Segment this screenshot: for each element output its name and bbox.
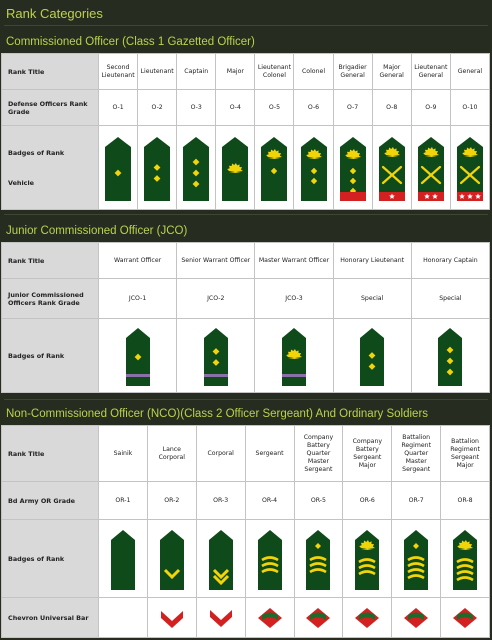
- chevron-cell: [99, 598, 148, 638]
- rank-grade-cell: O-1: [99, 90, 138, 126]
- shoulder-board-shape: [306, 530, 330, 590]
- nco-badge-row: [2, 520, 490, 598]
- shoulder-board-shape: [418, 137, 444, 201]
- rank-badge-cell: [177, 126, 216, 210]
- rank-badge-icon: [220, 133, 250, 203]
- shoulder-board-shape: [183, 137, 209, 201]
- red-diamond-shape: [404, 608, 428, 628]
- chevron-cell: [245, 598, 294, 638]
- chevron-bar-icon: [353, 606, 381, 630]
- rank-badge-cell: [196, 520, 245, 598]
- rank-badge-cell: [343, 520, 392, 598]
- chevron-bar-icon: [256, 606, 284, 630]
- nco-table: [1, 425, 490, 638]
- chevron-cell: [147, 598, 196, 638]
- rank-grade-cell: O-3: [177, 90, 216, 126]
- shoulder-board-shape: [111, 530, 135, 590]
- rank-title-cell: Battalion Regiment Sergeant Major: [441, 426, 490, 482]
- rank-grade-cell: Special: [411, 279, 489, 319]
- rank-grade-cell: OR-1: [99, 482, 148, 520]
- rank-badge-cell: [255, 319, 333, 393]
- row-header: [2, 126, 99, 210]
- jco-title-row: [2, 243, 490, 279]
- rank-grade-cell: OR-8: [441, 482, 490, 520]
- rank-badge-cell: [411, 319, 489, 393]
- chevron-bar-icon: [207, 606, 235, 630]
- shoulder-board-shape: [204, 328, 228, 386]
- commissioned-table: [1, 53, 490, 210]
- divider: [4, 399, 488, 400]
- commissioned-badge-row: [2, 126, 490, 210]
- stripe-shape: [282, 374, 306, 377]
- red-tab-shape: [418, 192, 444, 201]
- rank-badge-icon: [353, 526, 381, 592]
- rank-badge-icon: [181, 133, 211, 203]
- chevron-cell: [343, 598, 392, 638]
- rank-badge-cell: [411, 126, 450, 210]
- rank-grade-cell: O-2: [138, 90, 177, 126]
- rank-grade-cell: O-5: [255, 90, 294, 126]
- rank-badge-cell: [372, 126, 411, 210]
- rank-badge-icon: [455, 133, 485, 203]
- chevron-bar-icon: [304, 606, 332, 630]
- rank-badge-cell: [294, 520, 343, 598]
- rank-grade-cell: O-8: [372, 90, 411, 126]
- rank-badge-cell: [138, 126, 177, 210]
- shoulder-board-shape: [379, 137, 405, 201]
- rank-title-cell: Major: [216, 54, 255, 90]
- shoulder-board-shape: [160, 530, 184, 590]
- row-header: Junior Commissioned Officers Rank Grade: [2, 279, 99, 319]
- red-diamond-shape: [453, 608, 477, 628]
- rank-badge-cell: [147, 520, 196, 598]
- nco-chevron-row: [2, 598, 490, 638]
- rank-badge-icon: [280, 324, 308, 388]
- nco-section-title: Non-Commissioned Officer (NCO)(Class 2 Officer Sergeant) And Ordinary Soldiers: [6, 408, 429, 420]
- row-header: Defense Officers Rank Grade: [2, 90, 99, 126]
- chevron-bar-icon: [158, 606, 186, 630]
- red-chevron-shape: [161, 611, 183, 628]
- rank-title-cell: Brigadier General: [333, 54, 372, 90]
- rank-title-cell: Lieutenant General: [411, 54, 450, 90]
- rank-badge-icon: [256, 526, 284, 592]
- rank-grade-cell: JCO-3: [255, 279, 333, 319]
- rank-title-cell: Senior Warrant Officer: [177, 243, 255, 279]
- chevron-bar-icon: [109, 606, 137, 630]
- row-header: Rank Title: [2, 54, 99, 90]
- shoulder-board-shape: [457, 137, 483, 201]
- rank-badge-icon: [207, 526, 235, 592]
- nco-grade-row: [2, 482, 490, 520]
- commissioned-section-title: Commissioned Officer (Class 1 Gazetted Officer): [6, 36, 255, 48]
- chevron-cell: [441, 598, 490, 638]
- rank-title-cell: Honorary Captain: [411, 243, 489, 279]
- red-diamond-shape: [355, 608, 379, 628]
- rank-badge-cell: [441, 520, 490, 598]
- rank-grade-cell: O-6: [294, 90, 333, 126]
- chevron-bar-icon: [451, 606, 479, 630]
- rank-title-cell: Master Warrant Officer: [255, 243, 333, 279]
- rank-grade-cell: OR-4: [245, 482, 294, 520]
- rank-badge-icon: [304, 526, 332, 592]
- rank-badge-icon: [451, 526, 479, 592]
- rank-grade-cell: O-10: [450, 90, 489, 126]
- row-header: Chevron Universal Bar: [2, 598, 99, 638]
- rank-grade-cell: JCO-2: [177, 279, 255, 319]
- rank-title-cell: Second Lieutenant: [99, 54, 138, 90]
- rank-badge-cell: [294, 126, 333, 210]
- rank-title-cell: Major General: [372, 54, 411, 90]
- row-header: Rank Title: [2, 426, 99, 482]
- divider: [4, 214, 488, 215]
- rank-title-cell: Warrant Officer: [99, 243, 177, 279]
- rank-grade-cell: O-7: [333, 90, 372, 126]
- shoulder-board-shape: [404, 530, 428, 590]
- red-diamond-shape: [306, 608, 330, 628]
- commissioned-title-row: [2, 54, 490, 90]
- rank-badge-cell: [99, 520, 148, 598]
- red-chevron-shape: [210, 610, 232, 627]
- chevron-cell: [196, 598, 245, 638]
- rank-badge-icon: [338, 133, 368, 203]
- row-header: Bd Army OR Grade: [2, 482, 99, 520]
- jco-section-title: Junior Commissioned Officer (JCO): [6, 225, 188, 237]
- rank-grade-cell: OR-5: [294, 482, 343, 520]
- rank-grade-cell: Special: [333, 279, 411, 319]
- shoulder-board-shape: [105, 137, 131, 201]
- rank-badge-icon: [299, 133, 329, 203]
- rank-title-cell: Lieutenant: [138, 54, 177, 90]
- red-diamond-shape: [258, 608, 282, 628]
- rank-grade-cell: O-4: [216, 90, 255, 126]
- red-tab-shape: [340, 192, 366, 201]
- rank-badge-cell: [99, 319, 177, 393]
- rank-badge-icon: [142, 133, 172, 203]
- rank-badge-icon: [416, 133, 446, 203]
- rank-title-cell: Honorary Lieutenant: [333, 243, 411, 279]
- rank-title-cell: Company Battery Quarter Master Sergeant: [294, 426, 343, 482]
- rank-badge-cell: [450, 126, 489, 210]
- commissioned-grade-row: [2, 90, 490, 126]
- rank-badge-icon: [436, 324, 464, 388]
- rank-badge-cell: [333, 126, 372, 210]
- rank-badge-cell: [177, 319, 255, 393]
- rank-title-cell: Sergeant: [245, 426, 294, 482]
- rank-badge-cell: [392, 520, 441, 598]
- rank-title-cell: Sainik: [99, 426, 148, 482]
- chevron-cell: [392, 598, 441, 638]
- rank-badge-icon: [124, 324, 152, 388]
- rank-badge-cell: [333, 319, 411, 393]
- rank-badge-icon: [402, 526, 430, 592]
- shoulder-board-shape: [258, 530, 282, 590]
- rank-badge-cell: [99, 126, 138, 210]
- chevron-bar-icon: [402, 606, 430, 630]
- stripe-shape: [204, 374, 228, 377]
- divider: [4, 25, 488, 26]
- vehicle-label: Vehicle: [8, 178, 34, 187]
- rank-badge-icon: [259, 133, 289, 203]
- rank-title-cell: General: [450, 54, 489, 90]
- rank-badge-cell: [255, 126, 294, 210]
- rank-title-cell: Corporal: [196, 426, 245, 482]
- nco-title-row: [2, 426, 490, 482]
- jco-table: [1, 242, 490, 393]
- rank-title-cell: Lieutenant Colonel: [255, 54, 294, 90]
- rank-grade-cell: O-9: [411, 90, 450, 126]
- rank-grade-cell: OR-7: [392, 482, 441, 520]
- rank-badge-icon: [103, 133, 133, 203]
- row-header: Badges of Rank: [2, 319, 99, 393]
- rank-title-cell: Colonel: [294, 54, 333, 90]
- rank-badge-icon: [377, 133, 407, 203]
- rank-grade-cell: OR-3: [196, 482, 245, 520]
- badges-label: Badges of Rank: [8, 148, 65, 157]
- rank-badge-icon: [202, 324, 230, 388]
- jco-badge-row: [2, 319, 490, 393]
- rank-title-cell: Battalion Regiment Quarter Master Sergeant: [392, 426, 441, 482]
- rank-title-cell: Captain: [177, 54, 216, 90]
- chevron-cell: [294, 598, 343, 638]
- rank-badge-icon: [158, 526, 186, 592]
- rank-badge-cell: [245, 520, 294, 598]
- jco-grade-row: [2, 279, 490, 319]
- rank-title-cell: Company Battery Sergeant Major: [343, 426, 392, 482]
- rank-grade-cell: JCO-1: [99, 279, 177, 319]
- shoulder-board-shape: [438, 328, 462, 386]
- rank-badge-cell: [216, 126, 255, 210]
- rank-badge-icon: [358, 324, 386, 388]
- page-title: Rank Categories: [6, 6, 103, 21]
- rank-grade-cell: OR-6: [343, 482, 392, 520]
- row-header: Rank Title: [2, 243, 99, 279]
- row-header: Badges of Rank: [2, 520, 99, 598]
- rank-title-cell: Lance Corporal: [147, 426, 196, 482]
- rank-grade-cell: OR-2: [147, 482, 196, 520]
- stripe-shape: [126, 374, 150, 377]
- rank-badge-icon: [109, 526, 137, 592]
